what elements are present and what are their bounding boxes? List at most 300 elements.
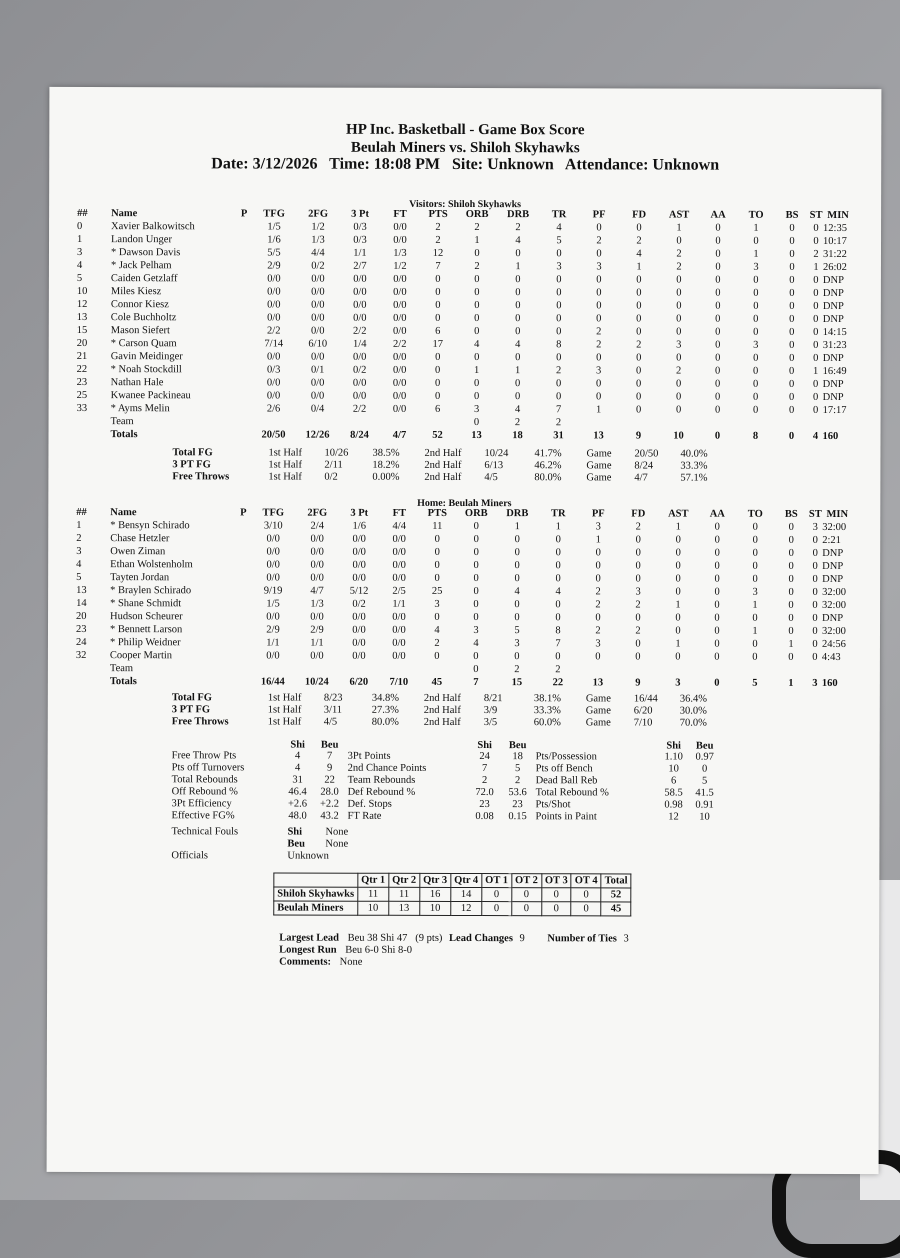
column-header: FD	[631, 508, 646, 520]
team-stat-value: 0.97	[695, 751, 714, 763]
stat-cell: 0	[514, 534, 520, 546]
box-score-sheet	[47, 87, 882, 1174]
shooting-value: 10/26	[324, 447, 349, 459]
team-stats-head: Beu	[508, 740, 527, 752]
team-stats-head: Beu	[695, 740, 714, 752]
stat-cell: 0	[514, 560, 520, 572]
stat-cell: 1/5	[266, 598, 280, 610]
team-stats-head	[172, 739, 284, 750]
stat-cell: 0/0	[310, 390, 325, 402]
stat-cell: 0	[789, 235, 795, 247]
stat-cell: 0	[812, 638, 818, 650]
stat-cell: 1	[813, 365, 819, 377]
stat-cell	[76, 662, 110, 675]
stat-cell: Landon Unger	[111, 234, 172, 246]
stat-cell: 32:00	[822, 521, 847, 534]
stat-cell: 3/10	[263, 520, 283, 532]
team-stats-head: Shi	[290, 739, 306, 751]
team-stat-label: Free Throw Pts	[171, 750, 237, 762]
stat-cell: 1	[813, 261, 819, 273]
stat-cell: 0	[675, 534, 681, 546]
stat-cell: 0	[474, 287, 480, 299]
stat-cell: 2:21	[822, 534, 841, 546]
column-header: 2FG	[307, 507, 328, 519]
shooting-value: 2/11	[324, 459, 343, 471]
team-stat-value: 7	[481, 763, 488, 775]
stat-cell: 0	[813, 300, 819, 312]
stat-cell: 1/6	[352, 520, 366, 532]
stat-cell	[237, 285, 251, 298]
shooting-value: 7/10	[633, 717, 653, 729]
stat-cell: 3	[76, 246, 83, 258]
team-stat-value: 12	[668, 811, 679, 823]
stat-cell: 14	[76, 597, 87, 610]
total-cell: 8/24	[350, 429, 369, 441]
quarter-score: 0	[541, 902, 571, 916]
stat-cell: 1	[675, 521, 681, 533]
stat-cell: 0	[595, 612, 601, 624]
stat-cell: 0	[473, 573, 479, 585]
lead-changes-label: Lead Changes	[449, 932, 513, 945]
total-cell: 4	[812, 430, 819, 442]
team-stat-value: 1.10	[664, 751, 683, 763]
stat-cell: Owen Ziman	[110, 546, 166, 558]
stat-cell: 4	[514, 586, 520, 598]
shooting-value: 1st Half	[267, 716, 302, 728]
shooting-value: 0.00%	[372, 471, 400, 483]
quarter-team-name: Beulah Miners	[274, 901, 358, 915]
stat-cell: 0	[635, 560, 641, 572]
shooting-value: 60.0%	[533, 717, 561, 729]
shooting-value: 8/23	[323, 692, 343, 704]
stat-cell	[237, 220, 251, 233]
stat-cell: 0/0	[266, 650, 280, 662]
team-stat-value: 23	[479, 799, 490, 811]
stat-cell: 3	[752, 586, 758, 598]
stat-cell: 0/3	[353, 234, 367, 246]
quarter-header-cell: Qtr 2	[389, 873, 420, 887]
stat-cell: * Bensyn Schirado	[110, 520, 190, 532]
stat-cell: 0	[812, 534, 818, 546]
shooting-value: 16/44	[633, 693, 658, 705]
stat-cell: 5/5	[267, 247, 281, 259]
largest-lead-value: Beu 38 Shi 47 (9 pts)	[347, 932, 443, 944]
stat-cell: 0	[714, 651, 720, 663]
stat-cell: 0	[596, 352, 602, 364]
stat-cell: 4	[474, 339, 480, 351]
quarter-header-row	[274, 873, 631, 888]
column-header: DRB	[506, 209, 530, 221]
stat-cell: 0	[514, 547, 520, 559]
stat-cell: 0	[514, 573, 520, 585]
stat-cell	[380, 663, 418, 676]
total-cell: 1	[788, 677, 794, 689]
stat-cell: 0	[676, 274, 682, 286]
stat-cell: 0	[753, 365, 759, 377]
shooting-value: 34.8%	[371, 692, 399, 704]
stat-cell: 5	[76, 272, 83, 284]
column-header: AST	[668, 209, 690, 221]
shooting-label: Free Throws	[172, 471, 230, 483]
stat-cell: 0	[812, 625, 818, 637]
stat-cell: 1	[675, 599, 681, 611]
column-header: ORB	[465, 209, 489, 221]
stat-cell: 6/10	[308, 338, 328, 350]
shooting-value: Game	[586, 448, 612, 460]
total-cell: 0	[788, 430, 795, 442]
total-cell: 5	[752, 677, 758, 689]
team-stat-label: 3Pt Points	[347, 750, 391, 762]
stat-cell: 32:00	[822, 599, 847, 611]
team-stat-value: 46.4	[288, 786, 307, 798]
stat-cell: 4	[555, 586, 561, 598]
column-header: ST	[809, 209, 823, 221]
stat-cell: 0	[714, 638, 720, 650]
column-header: TFG	[262, 507, 285, 519]
stat-cell: 4	[515, 339, 521, 351]
stat-cell	[236, 532, 250, 545]
player-row	[76, 558, 852, 573]
stat-cell	[418, 663, 456, 676]
visitors-shooting-table	[172, 447, 724, 484]
stat-cell: 3	[812, 521, 818, 533]
stat-cell	[419, 416, 457, 429]
stat-cell: 2	[596, 235, 602, 247]
player-row	[77, 220, 853, 235]
stat-cell: 0/0	[311, 325, 325, 337]
stat-cell	[237, 324, 251, 337]
stat-cell: 0	[675, 547, 681, 559]
stat-cell: 0	[555, 534, 561, 546]
stat-cell: 1	[474, 365, 480, 377]
column-header: 2FG	[308, 208, 329, 220]
stat-cell: 0/0	[267, 312, 281, 324]
stat-cell: 0/0	[353, 312, 367, 324]
stat-cell: 1	[752, 599, 758, 611]
technical-label: Technical Fouls	[171, 826, 239, 838]
stat-cell: 0	[813, 313, 819, 325]
stat-cell: 17	[432, 338, 444, 350]
stat-cell: 0	[636, 365, 642, 377]
officials-label: Officials	[171, 850, 208, 862]
stat-cell: 0	[753, 300, 759, 312]
total-cell: 12/26	[305, 429, 330, 441]
stat-cell: 0	[514, 391, 521, 403]
stat-cell: 0	[474, 313, 480, 325]
stat-cell: 0	[714, 625, 720, 637]
stat-cell: 0/4	[310, 403, 325, 415]
shooting-label: Total FG	[171, 692, 213, 704]
stat-cell	[236, 649, 250, 662]
shooting-value: 2nd Half	[424, 459, 462, 471]
total-cell: 0	[714, 430, 721, 442]
stat-cell: 0	[715, 300, 721, 312]
stat-cell: 0	[752, 404, 759, 416]
totals-row	[76, 675, 852, 690]
stat-cell	[774, 664, 808, 677]
stat-cell: * Noah Stockdill	[110, 364, 182, 376]
stat-cell: * Dawson Davis	[110, 247, 181, 259]
stat-cell: 25	[431, 585, 443, 597]
stat-cell: 1/4	[353, 338, 367, 350]
stat-cell	[737, 417, 775, 430]
team-stat-value: 9	[326, 762, 333, 774]
team-stat-value: 4	[295, 750, 301, 762]
stat-cell: 0	[715, 365, 721, 377]
stat-cell	[339, 416, 381, 429]
quarter-header-cell	[274, 873, 358, 887]
stat-cell: 0	[635, 547, 641, 559]
stat-cell: 0	[595, 573, 601, 585]
stat-cell: 32:00	[822, 586, 847, 598]
stat-cell: 1/1	[310, 637, 324, 649]
column-header: TFG	[263, 208, 285, 220]
shooting-value: 18.2%	[372, 459, 400, 471]
stat-cell: 0/0	[392, 403, 407, 415]
stat-cell	[736, 664, 774, 677]
stat-cell	[618, 663, 658, 676]
column-header: FT	[392, 507, 407, 519]
stat-cell: 0/0	[352, 533, 366, 545]
stat-cell: 0	[812, 586, 818, 598]
team-stat-value: +2.6	[287, 798, 308, 810]
stat-cell: 0	[473, 417, 480, 429]
stat-cell: 0	[556, 352, 562, 364]
stat-cell: DNP	[822, 313, 844, 325]
stat-cell	[237, 298, 251, 311]
stat-cell: 0/0	[266, 533, 280, 545]
stat-cell: 7/14	[264, 338, 284, 350]
stat-cell: 3	[753, 339, 759, 351]
stat-cell: 16:49	[822, 365, 847, 378]
stat-cell: 0	[556, 378, 562, 390]
stat-cell: 2	[636, 235, 642, 247]
stat-cell: 0	[714, 573, 720, 585]
stat-cell: 0	[714, 521, 720, 533]
stat-cell: 0	[473, 547, 479, 559]
total-cell: 13	[592, 677, 604, 689]
stat-cell: 0	[515, 326, 521, 338]
stat-cell: 0	[715, 352, 721, 364]
stat-cell: 0	[675, 573, 681, 585]
shooting-value: 57.1%	[680, 472, 708, 484]
stat-cell: 0	[752, 612, 758, 624]
stat-cell: 0	[595, 391, 602, 403]
quarter-header-cell: OT 4	[571, 874, 601, 888]
total-cell: 6/20	[349, 676, 369, 688]
quarter-score: 0	[511, 888, 541, 902]
stat-cell: 0	[676, 300, 682, 312]
stat-cell: 1	[595, 534, 601, 546]
stat-cell: 1	[636, 261, 642, 273]
stat-cell	[822, 664, 852, 677]
stat-cell: 0	[752, 521, 758, 533]
shooting-row	[172, 471, 724, 484]
stat-cell: 0/0	[266, 390, 281, 402]
quarter-score: 0	[571, 888, 601, 902]
stat-cell: 0	[714, 560, 720, 572]
stat-cell: 1	[753, 222, 759, 234]
stat-cell: 0	[556, 248, 562, 260]
column-header: 3 Pt	[351, 208, 369, 220]
stat-cell: * Shane Schmidt	[110, 598, 182, 610]
stat-cell: 0/0	[310, 533, 324, 545]
team-stats-head	[536, 740, 658, 751]
total-cell: 45	[431, 676, 443, 688]
stat-cell: 5/12	[349, 585, 369, 597]
stat-cell: 0	[676, 378, 682, 390]
stat-cell: 0	[675, 560, 681, 572]
stat-cell: Connor Kiesz	[110, 299, 169, 311]
stat-cell	[237, 402, 251, 415]
stat-cell: 0	[435, 299, 441, 311]
stat-cell: 0/0	[392, 351, 407, 363]
stat-cell: 0	[434, 611, 440, 623]
stat-cell: 0	[676, 287, 682, 299]
shooting-value: 33.3%	[533, 705, 561, 717]
stat-cell: 0	[753, 287, 759, 299]
shooting-value: 30.0%	[679, 705, 707, 717]
total-cell: 4/7	[392, 429, 407, 441]
stat-cell: Chase Hetzler	[110, 533, 170, 545]
stat-cell: 4	[514, 404, 521, 416]
quarter-team-row	[274, 887, 631, 902]
stat-cell: 0	[434, 650, 440, 662]
shooting-value: 6/13	[484, 460, 504, 472]
total-cell: 10/24	[304, 676, 329, 688]
stat-cell: 0	[636, 274, 642, 286]
stat-cell: * Jack Pelham	[110, 260, 172, 272]
stat-cell: 0/0	[311, 299, 325, 311]
stat-cell	[236, 662, 250, 675]
stat-cell: 0/0	[392, 637, 406, 649]
team-stat-value: 0.15	[508, 811, 527, 823]
stat-cell: 0/0	[352, 377, 367, 389]
stat-cell: 5	[514, 625, 520, 637]
stat-cell: 0	[675, 391, 682, 403]
tech-beu-label: Beu	[287, 838, 305, 850]
stat-cell: 0/0	[266, 351, 281, 363]
stat-cell: 0	[715, 326, 721, 338]
stat-cell: Hudson Scheurer	[110, 611, 183, 623]
team-stat-value: 43.2	[320, 810, 339, 822]
total-cell: 7	[473, 677, 479, 689]
team-stat-value: 10	[668, 763, 679, 775]
stat-cell: 0	[555, 651, 561, 663]
column-header: PTS	[427, 507, 447, 519]
stat-cell: 0/0	[267, 273, 281, 285]
stat-cell	[698, 664, 736, 677]
stat-cell: 0	[555, 599, 561, 611]
stat-cell: 3	[595, 638, 601, 650]
stat-cell: 10:17	[823, 235, 847, 248]
column-header: TR	[551, 209, 567, 221]
total-cell	[236, 675, 250, 688]
stat-cell: 0	[714, 612, 720, 624]
stat-cell: 1	[676, 222, 682, 234]
stat-cell: 0/0	[393, 221, 407, 233]
stat-cell: DNP	[822, 300, 844, 312]
stat-cell: 0	[812, 560, 818, 572]
stat-cell: 0	[555, 391, 562, 403]
stat-cell: 26:02	[822, 261, 847, 274]
stat-cell: 0/2	[352, 598, 366, 610]
stat-cell	[658, 664, 698, 677]
visitors-label: Visitors: Shiloh Skyhawks	[409, 198, 522, 211]
team-stat-value: 22	[324, 774, 335, 786]
stat-cell: 1/1	[266, 637, 280, 649]
stat-cell: 0/0	[392, 377, 407, 389]
stat-cell: DNP	[822, 287, 844, 299]
stat-cell: 17:17	[822, 404, 847, 417]
stat-cell: 0	[715, 248, 721, 260]
team-stats-table	[171, 739, 719, 823]
stat-cell: 2	[515, 222, 521, 234]
stat-cell: 0/1	[310, 364, 325, 376]
stat-cell: 0	[473, 599, 479, 611]
stat-cell	[237, 311, 251, 324]
total-cell: 22	[552, 677, 564, 689]
stat-cell: 0	[635, 573, 641, 585]
team-stat-value: 0	[701, 763, 708, 775]
stat-cell: 2/5	[392, 585, 406, 597]
home-shooting-table	[172, 692, 724, 729]
stat-cell: 3	[473, 625, 479, 637]
column-header: PTS	[428, 208, 448, 220]
column-header: AST	[668, 508, 689, 520]
stat-cell: 0/0	[352, 572, 366, 584]
stat-cell: 0	[714, 391, 721, 403]
stat-cell: 0	[515, 313, 521, 325]
stat-cell: 22	[76, 363, 88, 376]
stat-cell	[236, 623, 250, 636]
stat-cell: DNP	[822, 378, 844, 390]
stat-cell: * Carson Quam	[110, 338, 177, 350]
team-stat-label: Pts/Shot	[535, 799, 571, 811]
stat-cell: * Ayms Melin	[110, 403, 170, 415]
total-cell: 160	[822, 430, 839, 442]
stat-cell: 0	[515, 352, 521, 364]
stat-cell	[237, 363, 251, 376]
quarter-header-cell: Qtr 1	[358, 873, 389, 887]
stat-cell: 0	[788, 586, 794, 598]
stat-cell: 0/0	[352, 546, 366, 558]
stat-cell: 2/2	[353, 325, 367, 337]
stat-cell: 8	[556, 339, 562, 351]
stat-cell: 1	[514, 521, 520, 533]
stat-cell: 0	[812, 404, 819, 416]
stat-cell: 0	[473, 586, 479, 598]
team-stat-value: 0.91	[695, 799, 714, 811]
stat-cell: 32	[75, 649, 87, 662]
stat-cell: 0	[789, 248, 795, 260]
team-stat-value: 2	[514, 775, 521, 787]
stat-cell: 0	[813, 235, 819, 247]
stat-cell: 2	[635, 599, 641, 611]
stat-cell	[237, 233, 251, 246]
stat-cell: 0	[596, 222, 602, 234]
stat-cell: 6	[434, 403, 441, 415]
column-header: BS	[784, 508, 798, 520]
stat-cell: 0	[435, 364, 441, 376]
stat-cell: 0	[813, 352, 819, 364]
stat-cell: Kwanee Packineau	[110, 390, 191, 402]
stat-cell: 0/2	[352, 364, 367, 376]
stat-cell: 0	[788, 560, 794, 572]
stat-cell: 0	[515, 248, 521, 260]
total-cell: 9	[635, 677, 641, 689]
stat-cell: 0/0	[393, 234, 407, 246]
